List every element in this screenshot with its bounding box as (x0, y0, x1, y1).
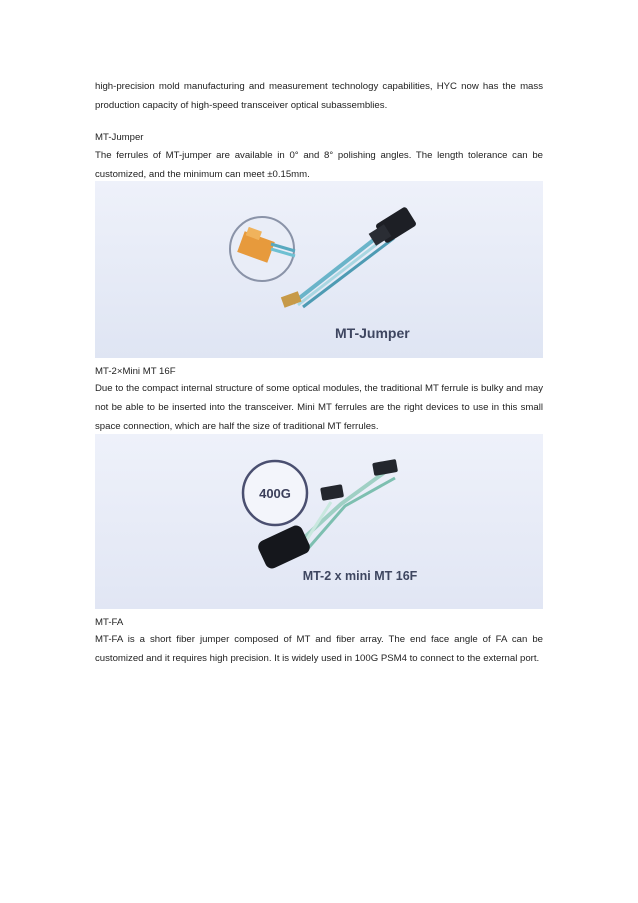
intro-paragraph: high-precision mold manufacturing and measurement technology capabilities, HYC now has the mass production capacity of high-speed transceiver optical subassemblies. (95, 81, 543, 111)
section-heading-mini-mt: MT-2×Mini MT 16F (95, 366, 176, 377)
mt-jumper-illustration (95, 181, 543, 358)
section-body-mt-fa: MT-FA is a short fiber jumper composed of MT and fiber array. The end face angle of FA can be customized and it requires high precision. It is widely used in 100G PSM4 to connect to the external port. (95, 634, 543, 664)
section-body-mini-mt: Due to the compact internal structure of some optical modules, the traditional MT ferrule is bulky and may not be able to be inserted into the transceiver. Mini MT ferrules are the right devices to use in this small space connection, which are half the size of traditional MT ferrules. (95, 383, 543, 432)
mini-mt-illustration (95, 434, 543, 609)
badge-400g: 400G (259, 486, 291, 501)
section-heading-mt-jumper: MT-Jumper (95, 132, 144, 143)
section-body-mt-jumper: The ferrules of MT-jumper are available in 0° and 8° polishing angles. The length tolerance can be customized, and the minimum can meet ±0.15mm. (95, 150, 543, 180)
mt-jumper-caption: MT-Jumper (335, 325, 410, 341)
mini-mt-caption: MT-2 x mini MT 16F (302, 569, 418, 583)
section-heading-mt-fa: MT-FA (95, 617, 124, 628)
mini-mt-figure (95, 434, 543, 609)
mt-jumper-figure (95, 181, 543, 358)
